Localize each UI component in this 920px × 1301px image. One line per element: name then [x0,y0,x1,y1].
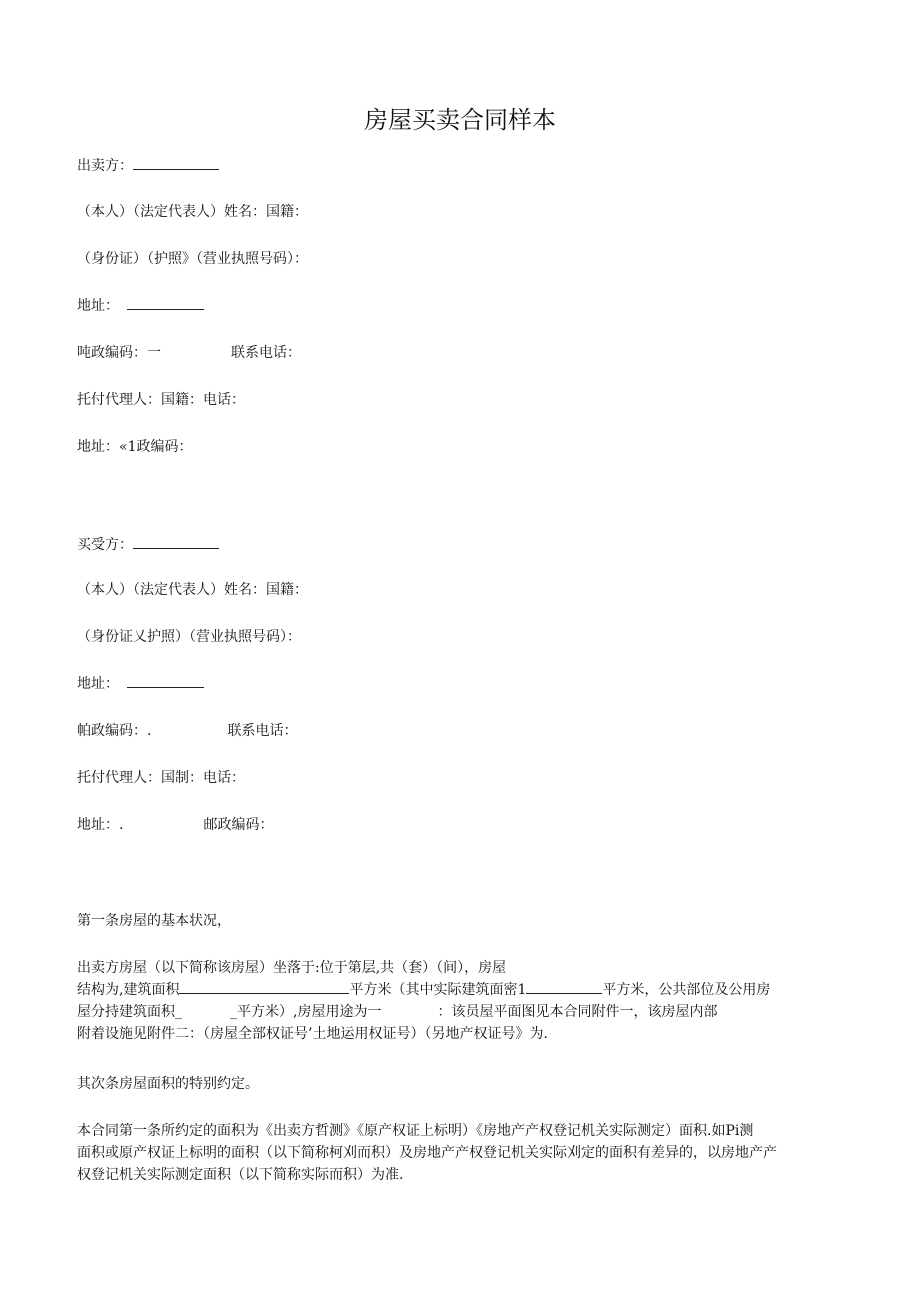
seller-postal-label: 吨政编码：一 [77,345,161,361]
seller-id-line: （身份证）（护照》（营业执照号码）： [77,251,308,267]
seller-postal-line [77,344,301,362]
article1-line2-a: 结构为,建筑面积 [77,982,180,998]
seller-name-line: （本人）（法定代表人）姓名：国籍： [77,204,308,220]
article1-line3-b: _平方米）,房屋用途为一 [230,1004,382,1020]
buyer-postal-line [77,722,297,740]
buyer-address-line [77,675,204,693]
seller-address-line [77,297,204,315]
article2-line2: 面积或原产权证上标明的面积（以下简称柯刈而积）及房地产产权登记机关实际刈定的面积有差异的，以房地产产 [77,1145,777,1161]
buyer-id-line: （身份证乂护照）（营业执照号码）： [77,629,301,645]
seller-label-line [77,157,219,175]
seller-blank [133,157,219,170]
buyer-blank [133,536,219,549]
article1-line2-b: 平方米（其中实际建筑面密1 [349,982,527,998]
building-area-blank [179,981,349,994]
buyer-agent-line: 托付代理人：国制：电话： [77,770,245,786]
document-title: 房屋买卖合同样本 [364,106,556,134]
buyer-label: 买受方： [77,537,133,553]
seller-agent-line: 托付代理人：国籍：电话： [77,392,245,408]
seller-label: 出卖方： [77,158,133,174]
seller-address-label: 地址： [77,298,119,314]
article2-body [77,1120,837,1186]
article1-line1: 出卖方房屋（以下简称该房屋）坐落于:位于第层,共（套）（间），房屋 [77,960,507,976]
article1-line3-c: ：该员屋平面图见本合同附件一，该房屋内部 [437,1004,718,1020]
article1-line2-c: 平方米，公共部位及公用房 [602,982,771,998]
buyer-label-line [77,536,219,554]
buyer-name-line: （本人）（法定代表人）姓名：国籍： [77,582,308,598]
seller-phone-label: 联系电话： [231,345,301,361]
article1-line2 [77,979,837,1001]
buyer-postal-label: 帕政编码：. [77,723,152,739]
buyer-phone-label: 联系电话： [227,723,298,739]
buyer-address-blank [127,675,204,688]
buyer-agent-postal-label: 邮政编码： [203,817,274,833]
seller-agent-address-line: 地址：«1政编码： [77,439,193,455]
article1-heading: 第一条房屋的基本状况， [77,913,231,929]
actual-area-blank [526,981,602,994]
seller-address-blank [127,297,204,310]
article2-line1: 本合同第一条所约定的面积为《出卖方哲测》《原产权证上标明）《房地产产权登记机关实际测定）面积.如Pi测 [77,1123,754,1139]
article1-line4: 附着设施见附件二：（房屋全部权证号’土地运用权证号）（另地产权证号》为. [77,1026,548,1042]
article2-heading: 其次条房屋面积的特别约定。 [77,1076,259,1092]
article1-line3-a: 屋分持建筑面积_ [77,1004,182,1020]
article1-line3 [77,1001,837,1023]
article2-line3: 权登记机关实际测定面积（以下简称实际而积）为准. [77,1167,404,1183]
article1-body [77,957,837,1045]
buyer-agent-address-label: 地址：. [77,817,124,833]
buyer-agent-address-line [77,816,273,834]
buyer-address-label: 地址： [77,676,119,692]
